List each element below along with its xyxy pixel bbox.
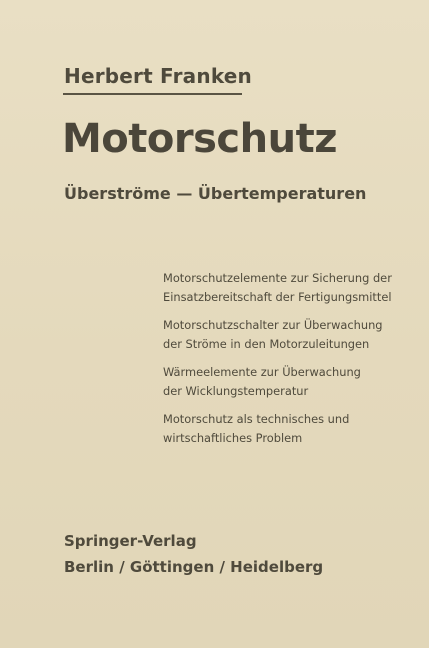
topic-item [163,316,413,354]
author-name: Herbert Franken [64,64,252,88]
topic-line: Motorschutzschalter zur Überwachung [163,318,383,332]
topic-line: Einsatzbereitschaft der Fertigungsmittel [163,290,392,304]
topic-line: wirtschaftliches Problem [163,431,303,445]
publisher-cities: Berlin / Göttingen / Heidelberg [64,558,324,576]
topic-line: Motorschutzelemente zur Sicherung der [163,271,392,285]
topic-line: der Wicklungstemperatur [163,384,309,398]
topic-item [163,269,413,307]
author-underline [63,93,242,95]
topic-line: Wärmeelemente zur Überwachung [163,365,361,379]
publisher-name: Springer-Verlag [64,532,197,550]
topic-item [163,410,413,448]
publisher-block [64,528,323,580]
book-title: Motorschutz [62,116,337,162]
topic-line: Motorschutz als technisches und [163,412,350,426]
topic-item [163,363,413,401]
book-subtitle: Überströme — Übertemperaturen [64,184,367,203]
topic-list [163,269,413,457]
topic-line: der Ströme in den Motorzuleitungen [163,337,370,351]
